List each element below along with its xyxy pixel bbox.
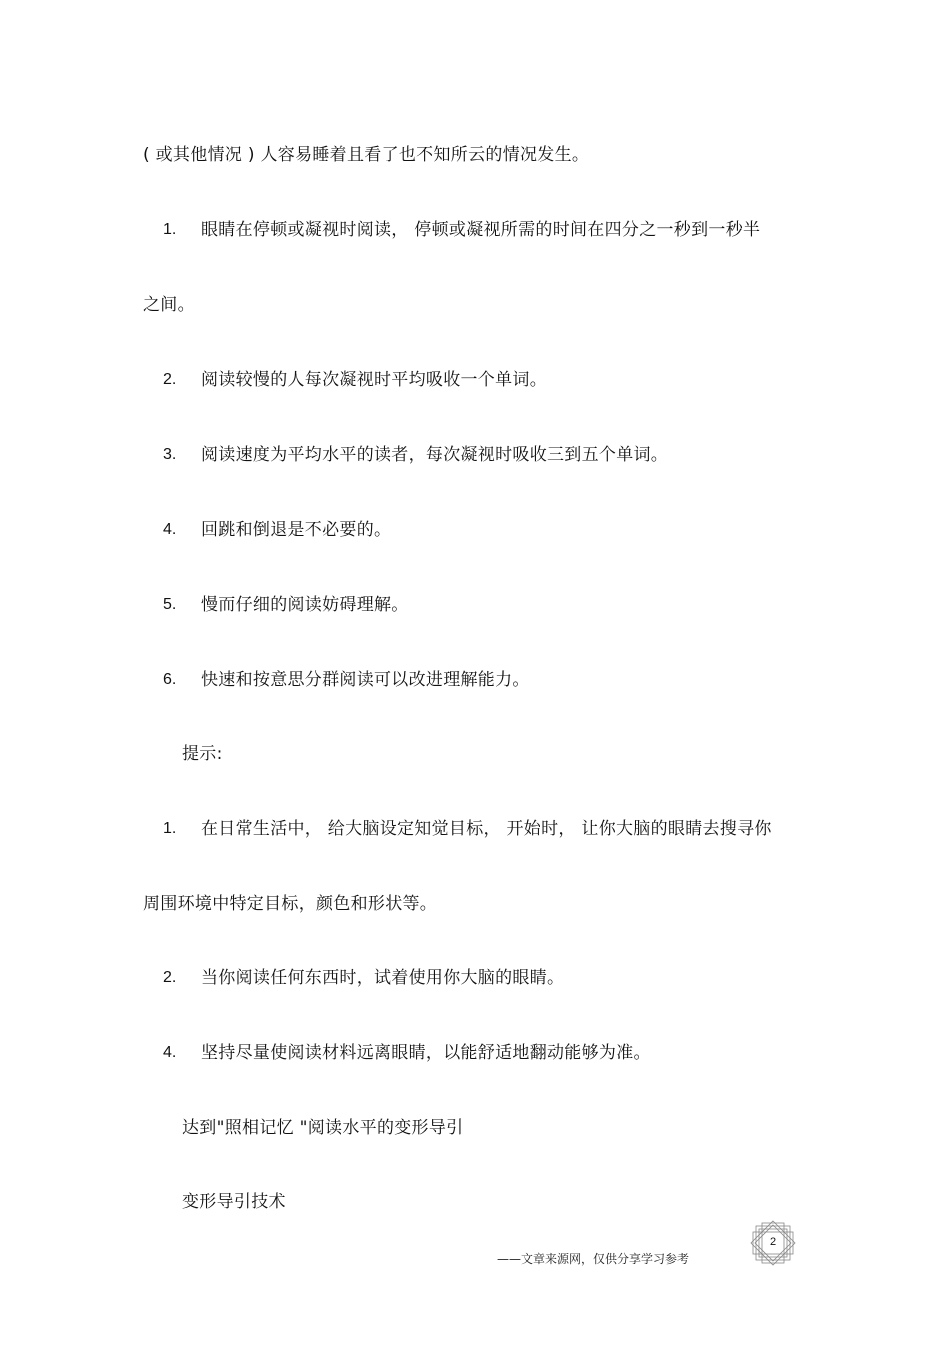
tip-text: 当你阅读任何东西时，试着使用你大脑的眼睛。 — [201, 968, 565, 988]
tips-heading: 提示: — [182, 744, 223, 764]
fact-text: 慢而仔细的阅读妨碍理解。 — [201, 595, 409, 615]
section-title: 达到"照相记忆 "阅读水平的变形导引 — [182, 1118, 464, 1138]
fact-text: 眼睛在停顿或凝视时阅读， 停顿或凝视所需的时间在四分之一秒到一秒半 — [201, 220, 761, 240]
intro-line: ( 或其他情况 ) 人容易睡着且看了也不知所云的情况发生。 — [143, 145, 590, 165]
tip-number: 2. — [163, 969, 177, 986]
page-number: 2 — [769, 1236, 777, 1248]
fact-number: 2. — [163, 371, 177, 388]
fact-text: 回跳和倒退是不必要的。 — [201, 520, 392, 540]
fact-number: 6. — [163, 671, 177, 688]
fact-text: 快速和按意思分群阅读可以改进理解能力。 — [201, 670, 530, 690]
fact-text-continued: 之间。 — [143, 295, 195, 315]
footer-source-note: ——文章来源网，仅供分享学习参考 — [497, 1252, 690, 1266]
fact-number: 4. — [163, 521, 177, 538]
tip-text-continued: 周围环境中特定目标，颜色和形状等。 — [143, 894, 438, 914]
fact-text: 阅读速度为平均水平的读者，每次凝视时吸收三到五个单词。 — [201, 445, 669, 465]
fact-text: 阅读较慢的人每次凝视时平均吸收一个单词。 — [201, 370, 547, 390]
subsection-title: 变形导引技术 — [182, 1192, 286, 1212]
tip-number: 4. — [163, 1044, 177, 1061]
fact-number: 1. — [163, 221, 177, 238]
page-number-badge — [750, 1220, 796, 1266]
tip-number: 1. — [163, 820, 177, 837]
fact-number: 5. — [163, 596, 177, 613]
tip-text: 在日常生活中， 给大脑设定知觉目标， 开始时， 让你大脑的眼睛去搜寻你 — [201, 819, 772, 839]
fact-number: 3. — [163, 446, 177, 463]
tip-text: 坚持尽量使阅读材料远离眼睛，以能舒适地翻动能够为准。 — [201, 1043, 651, 1063]
